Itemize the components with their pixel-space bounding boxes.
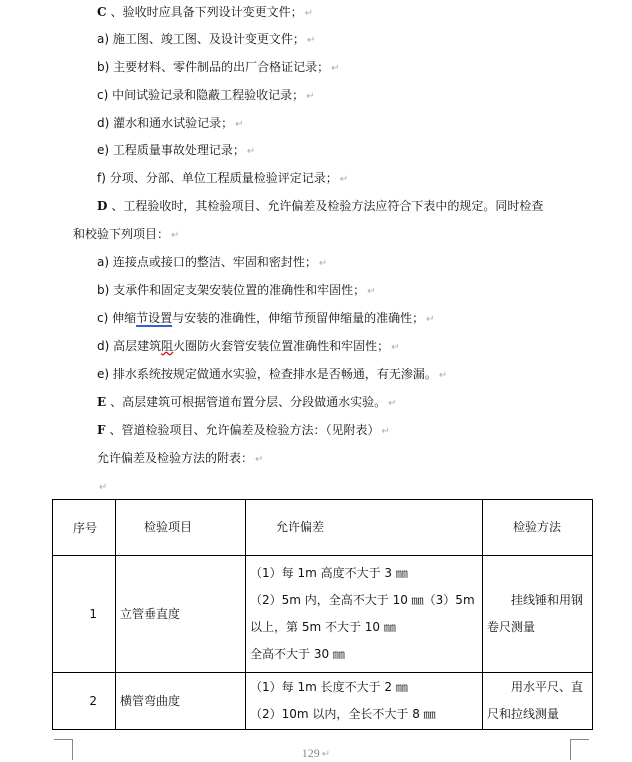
paragraph-text: e) 排水系统按规定做通水实验，检查排水是否畅通，有无渗漏。 [97,367,437,381]
paragraph-text: 和校验下列项目： [73,227,170,241]
header-cell [53,500,116,556]
paragraph-text: a) 施工图、竣工图、及设计变更文件； [97,32,305,46]
paragraph-mark-icon: ↵ [235,119,244,130]
clause-letter: C [97,5,107,19]
cell-line: （1）每 1m 长度不大于 2 ㎜ [250,680,408,694]
cell-text: 挂线锤和用钢卷尺测量 [487,593,584,634]
paragraph-text: d) 高层建筑 [97,339,162,353]
paragraph [97,170,348,188]
table-row [53,556,593,673]
row-number [53,673,116,730]
grammar-flag[interactable]: 节设置 [136,311,173,325]
header-cell [483,500,593,556]
paragraph-text: 允许偏差及检验方法的附表： [97,451,254,465]
paragraph [97,59,340,77]
cell-text: 用水平尺、直尺和拉线测量 [487,680,584,721]
item-cell [116,556,246,673]
paragraph-mark-icon: ↵ [306,91,315,102]
row-number [53,556,116,673]
clause-letter: E [97,395,107,409]
paragraph-mark-icon: ↵ [381,426,390,437]
cell-line: （2）5m 内，全高不大于 10 ㎜（3）5m 以上，第 5m 不大于 10 ㎜ [250,593,475,634]
page-number [0,746,632,761]
table-row [53,673,593,730]
cell-line: （2）10m 以内，全长不大于 8 ㎜ [250,707,436,721]
paragraph [97,115,244,133]
paragraph [97,310,435,328]
paragraph [97,338,400,356]
paragraph [97,282,376,300]
cell-text: 横管弯曲度 [120,693,181,708]
paragraph [97,198,543,214]
tolerance-cell [246,556,483,673]
header-label: 检验项目 [144,520,193,534]
paragraph-text: 火圈防火套管安装位置准确性和牢固性； [173,339,390,353]
paragraph [97,254,327,272]
paragraph-mark-icon: ↵ [438,370,448,381]
item-cell [116,673,246,730]
paragraph-mark-icon: ↵ [339,174,349,185]
paragraph-mark-icon: ↵ [304,8,313,19]
paragraph-mark-icon: ↵ [246,146,256,157]
cell-line: （1）每 1m 高度不大于 3 ㎜ [250,566,408,580]
paragraph-mark-icon: ↵ [388,398,397,409]
method-cell [483,556,593,673]
paragraph-text: c) 伸缩 [97,311,137,325]
paragraph-mark-icon: ↵ [318,258,328,269]
paragraph-mark-icon: ↵ [426,314,435,325]
paragraph [97,87,315,105]
paragraph [97,4,313,22]
empty-paragraph [97,478,107,496]
paragraph [97,366,447,384]
cell-text: 2 [89,693,97,708]
paragraph-text: a) 连接点或接口的整洁、牢固和密封性； [97,255,317,269]
paragraph-mark-icon: ↵ [306,35,316,46]
paragraph-text: 、验收时应具备下列设计变更文件； [110,5,303,19]
paragraph [97,422,390,440]
header-label: 检验方法 [513,520,562,534]
clause-letter: F [97,423,106,437]
paragraph [97,450,263,468]
paragraph-text: d) 灌水和通水试验记录； [97,116,234,130]
paragraph [97,394,397,412]
paragraph-text: b) 支承件和固定支架安装位置的准确性和牢固性； [97,283,366,297]
header-cell [246,500,483,556]
cell-text: 立管垂直度 [120,606,181,621]
table-header-row [53,500,593,556]
paragraph-mark-icon: ↵ [331,63,340,74]
method-cell [483,673,593,730]
paragraph-text: b) 主要材料、零件制品的出厂合格证记录； [97,60,330,74]
header-label: 序号 [72,520,97,535]
spelling-flag[interactable]: 阻 [161,339,174,353]
paragraph-mark-icon: ↵ [367,286,376,297]
paragraph-mark-icon: ↵ [99,482,108,493]
paragraph-text: 、管道检验项目、允许偏差及检验方法：（见附表） [109,423,380,437]
paragraph-text: 、工程验收时，其检验项目、允许偏差及检验方法应符合下表中的规定。同时检查 [111,199,544,213]
paragraph-mark-icon: ↵ [171,230,180,241]
header-cell [116,500,246,556]
paragraph-text: 、高层建筑可根据管道布置分层、分段做通水实验。 [110,395,387,409]
paragraph-mark-icon: ↵ [321,749,331,760]
paragraph-text: f) 分项、分部、单位工程质量检验评定记录； [97,171,338,185]
page-number-text: 129 [301,746,320,760]
cell-text: 1 [89,606,97,621]
tolerance-table [52,499,593,730]
header-label: 允许偏差 [276,520,325,534]
paragraph-text: e) 工程质量事故处理记录； [97,143,245,157]
clause-letter: D [97,199,108,213]
paragraph [97,142,255,160]
tolerance-cell [246,673,483,730]
paragraph [73,226,179,244]
paragraph-text: c) 中间试验记录和隐蔽工程验收记录； [97,88,305,102]
paragraph [97,31,315,49]
paragraph-text: 与安装的准确性，伸缩节预留伸缩量的准确性； [172,311,425,325]
paragraph-mark-icon: ↵ [391,342,400,353]
paragraph-mark-icon: ↵ [255,454,264,465]
cell-line: 全高不大于 30 ㎜ [250,647,345,661]
